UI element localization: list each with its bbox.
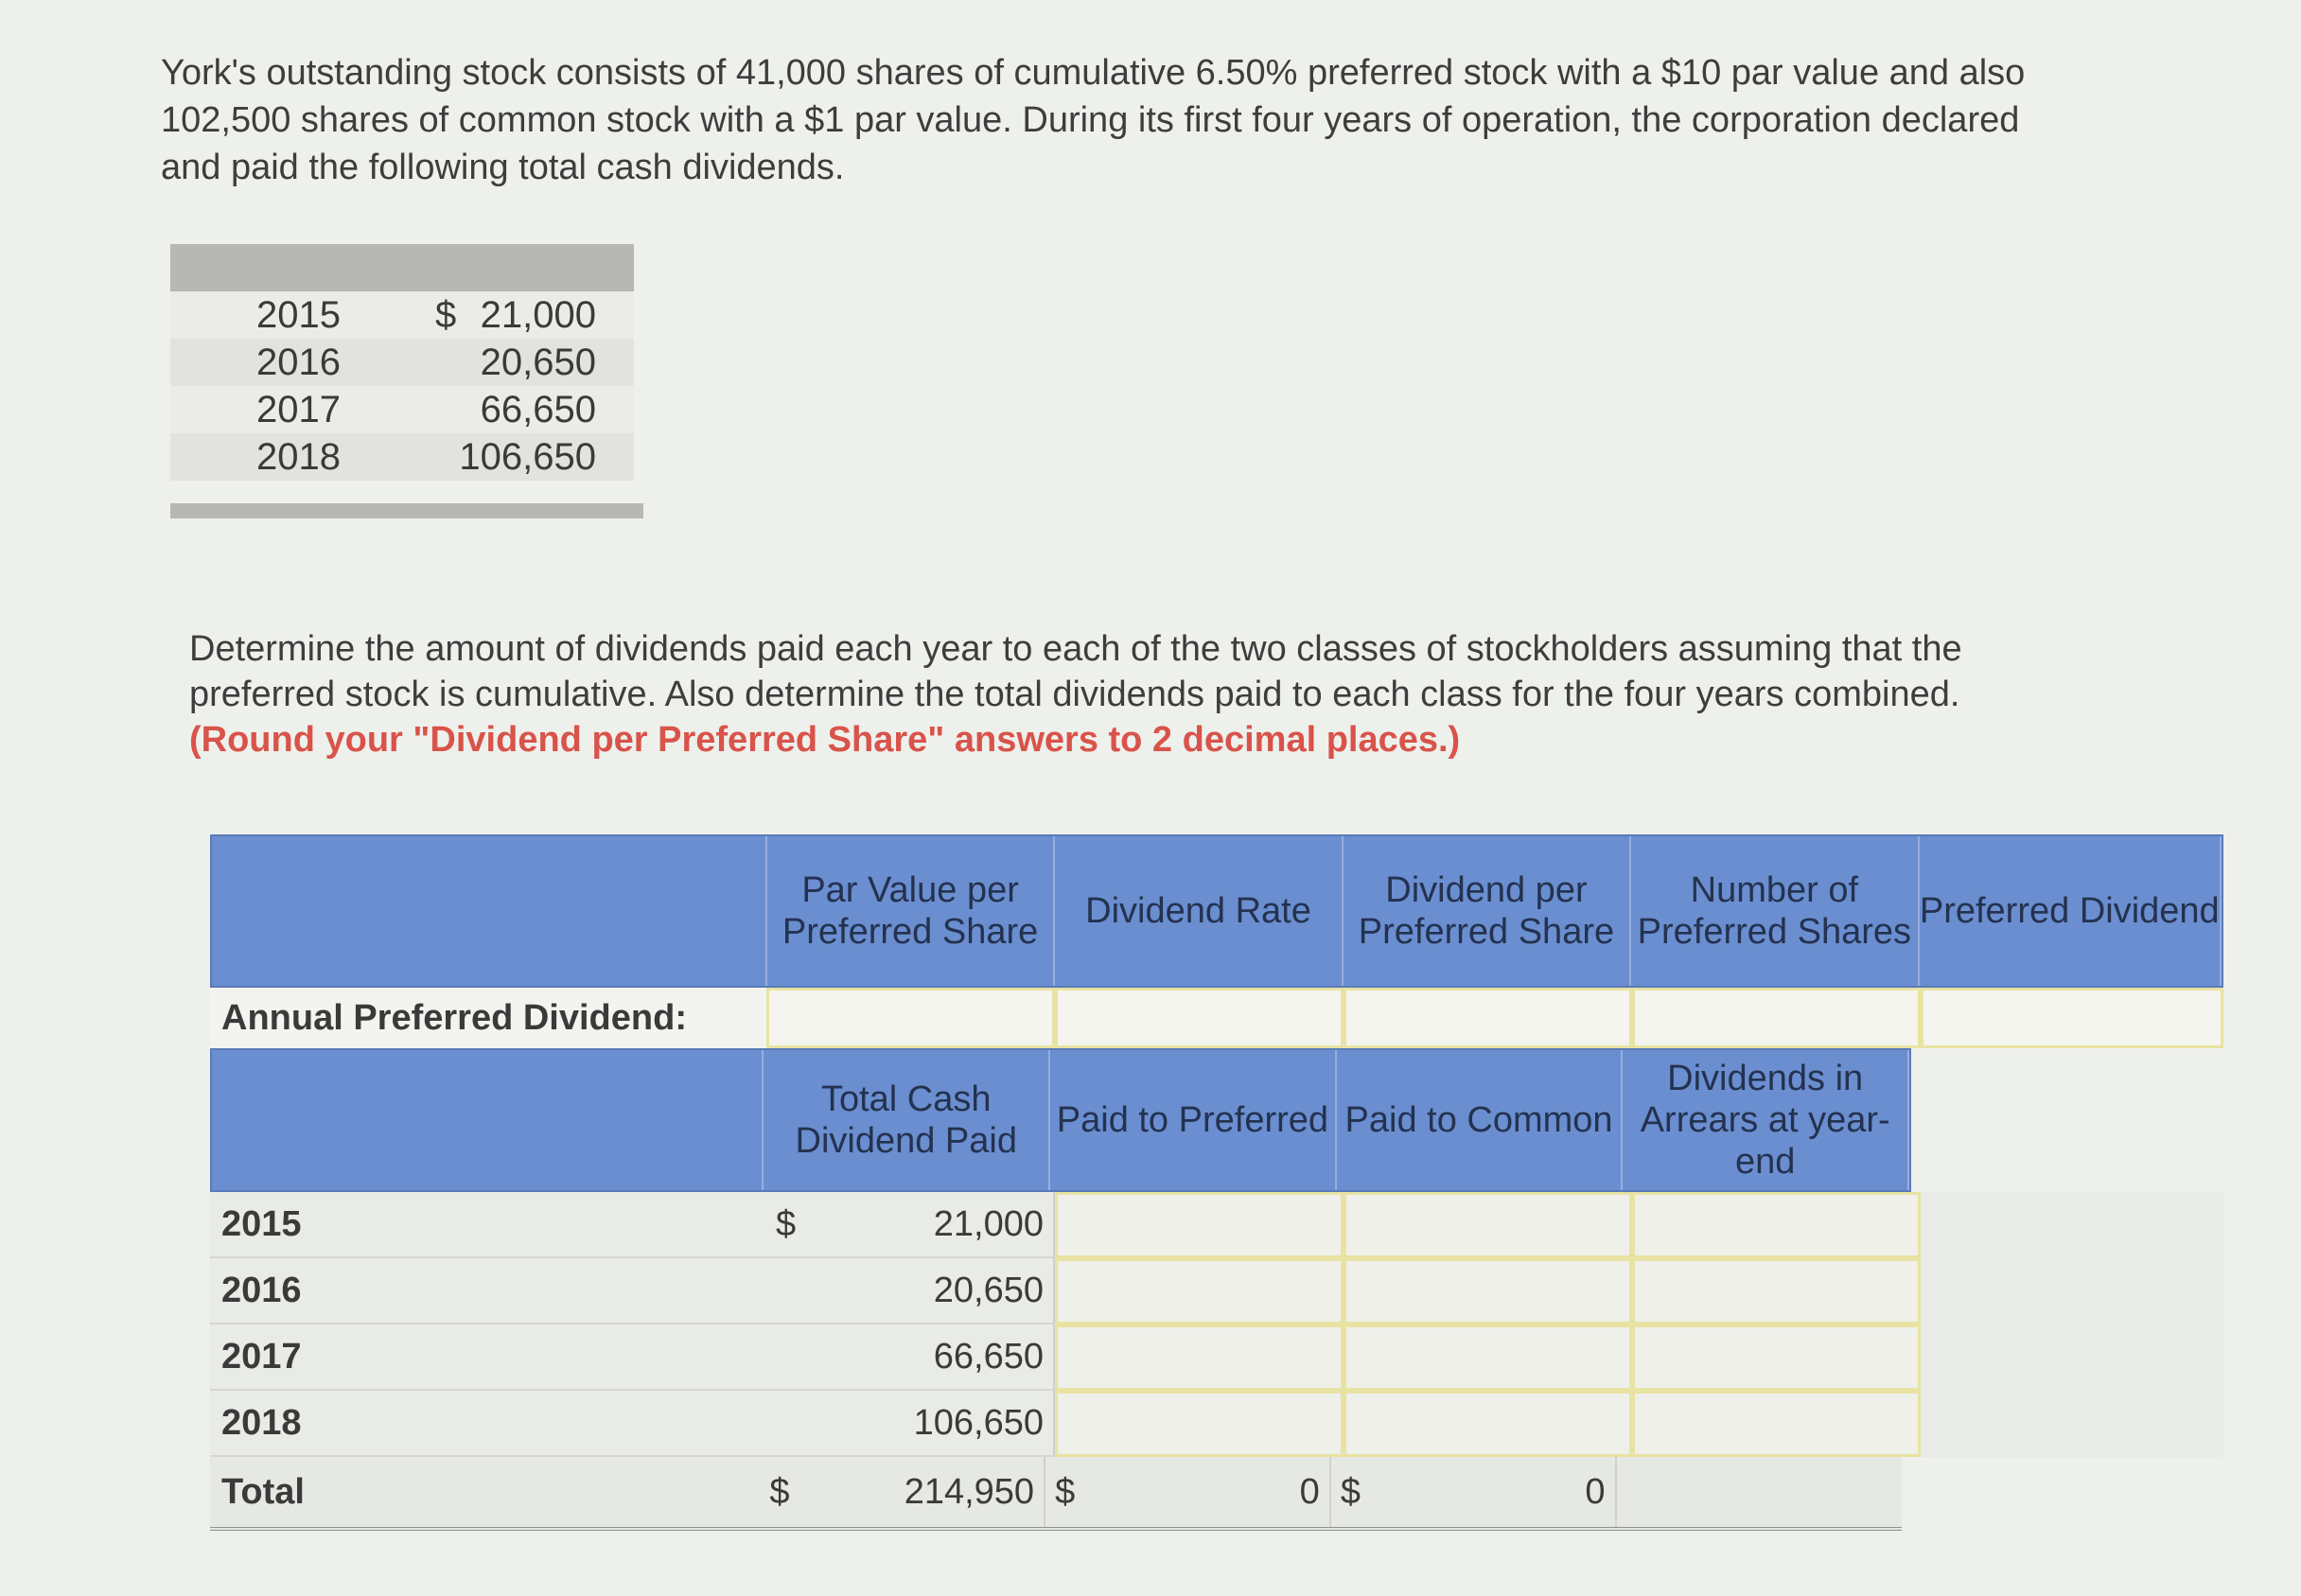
cash-amount: 20,650 [933,1270,1044,1310]
instructions [189,626,2044,763]
arrears-input[interactable] [1632,1391,1921,1457]
total-cash-cell [766,1192,1055,1258]
cash-amount: 66,650 [933,1336,1044,1377]
header-par-value: Par Value per Preferred Share [767,836,1055,986]
table-header-bar [170,244,634,291]
annual-dividend-row [210,988,2223,1048]
currency-symbol: $ [435,293,457,336]
table-row [210,1324,2223,1391]
currency-symbol: $ [1340,1471,1361,1512]
paid-preferred-input[interactable] [1055,1324,1344,1391]
dividend-amount: 106,650 [459,435,596,478]
year-label: 2015 [256,293,341,336]
arrears-input[interactable] [1632,1192,1921,1258]
paid-preferred-input[interactable] [1055,1192,1344,1258]
dividend-amount: 20,650 [480,341,596,383]
table-row [210,1258,2223,1324]
rounding-note: (Round your "Dividend per Preferred Share" answers to 2 decimal places.) [189,720,1461,760]
annual-preferred-dividend-label: Annual Preferred Dividend: [221,997,687,1038]
paid-common-input[interactable] [1344,1324,1632,1391]
total-label: Total [221,1471,305,1512]
currency-symbol: $ [769,1471,790,1512]
header-total-cash: Total Cash Dividend Paid [764,1050,1050,1190]
table-row [210,1391,2223,1457]
currency-symbol: $ [776,1203,797,1244]
table-row [210,1192,2223,1258]
table-row [170,433,634,481]
header-paid-common: Paid to Common [1337,1050,1624,1190]
arrears-input[interactable] [1632,1258,1921,1324]
table-row [170,291,634,339]
total-row [210,1457,1902,1531]
dividend-amount: 21,000 [480,293,596,336]
number-of-shares-input[interactable] [1632,988,1921,1048]
annual-dividend-header [210,834,2223,988]
total-common-amount: 0 [1585,1471,1606,1512]
header-blank [212,1050,764,1190]
paid-common-input[interactable] [1344,1192,1632,1258]
year-label: 2017 [256,388,341,430]
total-preferred-cell [1045,1457,1331,1527]
paid-common-input[interactable] [1344,1258,1632,1324]
dividends-declared-table [170,244,634,518]
year-label: 2016 [210,1258,766,1324]
total-cash-amount: 214,950 [904,1471,1035,1512]
header-dividend-rate: Dividend Rate [1055,836,1343,986]
instruction-text: Determine the amount of dividends paid each year to each of the two classes of stockholders assuming that the preferred stock is cumulative. Also determine the total dividends paid to each class for the four years combined. [189,629,1962,714]
table-row [170,339,634,386]
header-blank [212,836,767,986]
par-value-input[interactable] [766,988,1055,1048]
year-label: 2018 [256,435,341,478]
paid-preferred-input[interactable] [1055,1258,1344,1324]
currency-symbol: $ [1055,1471,1076,1512]
table-footer-bar [170,503,643,518]
preferred-dividend-input[interactable] [1921,988,2223,1048]
total-arrears-blank [1617,1457,1902,1527]
distribution-header [210,1048,1911,1192]
header-paid-preferred: Paid to Preferred [1050,1050,1337,1190]
year-label: 2016 [256,341,341,383]
table-row [170,386,634,433]
cash-amount: 106,650 [913,1402,1044,1443]
total-cash-cell [760,1457,1045,1527]
dividend-per-share-input[interactable] [1344,988,1632,1048]
header-preferred-dividend: Preferred Dividend [1920,836,2222,986]
total-common-cell [1331,1457,1617,1527]
arrears-input[interactable] [1632,1324,1921,1391]
dividend-amount: 66,650 [480,388,596,430]
paid-preferred-input[interactable] [1055,1391,1344,1457]
year-label: 2017 [210,1324,766,1391]
total-cash-cell [766,1258,1055,1324]
year-label: 2015 [210,1192,766,1258]
paid-common-input[interactable] [1344,1391,1632,1457]
total-cash-cell [766,1324,1055,1391]
dividend-rate-input[interactable] [1055,988,1344,1048]
header-number-of-shares: Number of Preferred Shares [1631,836,1919,986]
header-dividend-per-share: Dividend per Preferred Share [1344,836,1631,986]
answer-worksheet [210,834,2223,1531]
header-arrears: Dividends in Arrears at year-end [1623,1050,1909,1190]
total-cash-cell [766,1391,1055,1457]
year-label: 2018 [210,1391,766,1457]
total-preferred-amount: 0 [1299,1471,1320,1512]
problem-statement: York's outstanding stock consists of 41,000 shares of cumulative 6.50% preferred stock with a $10 par value and also 102,500 shares of common stock with a $1 par value. During its first four years of operation, the corporation declared and paid the following total cash dividends. [161,53,2026,187]
cash-amount: 21,000 [933,1203,1044,1244]
